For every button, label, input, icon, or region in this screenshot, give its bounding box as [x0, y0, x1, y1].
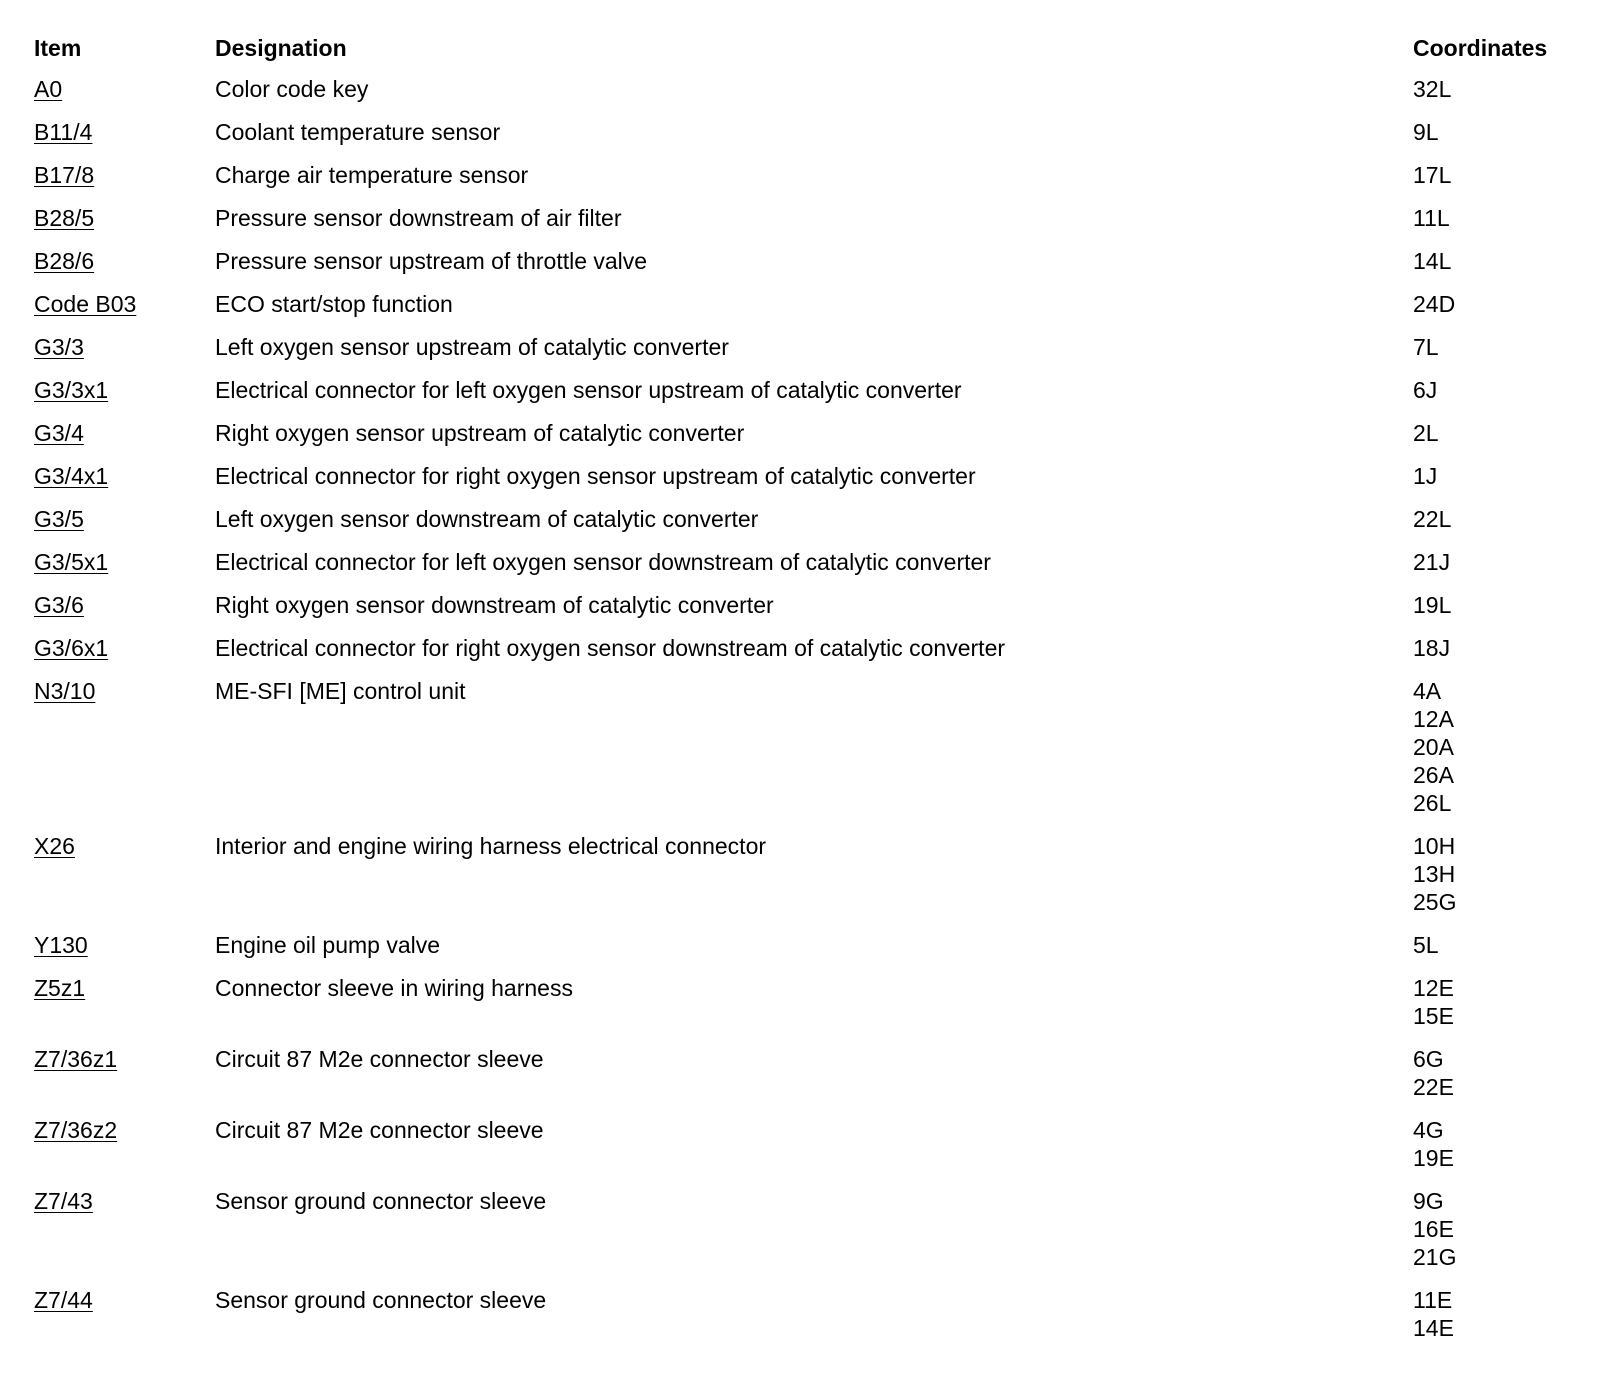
item-link[interactable]: B11/4 — [34, 119, 93, 145]
item-cell — [34, 1186, 215, 1285]
coordinate-value: 9G — [1413, 1188, 1444, 1214]
designation-cell: Charge air temperature sensor — [215, 162, 529, 188]
item-cell — [34, 590, 215, 633]
coordinate-value: 14E — [1413, 1315, 1454, 1341]
coordinate-value: 25G — [1413, 889, 1457, 915]
designation-cell: Left oxygen sensor upstream of catalytic converter — [215, 334, 729, 360]
coordinates-cell — [1413, 289, 1573, 332]
coordinate-value: 5L — [1413, 932, 1439, 958]
table-row — [34, 1186, 1573, 1285]
table-body — [34, 74, 1573, 1356]
item-link[interactable]: Z7/44 — [34, 1287, 93, 1313]
table-row — [34, 117, 1573, 160]
designation-cell: Sensor ground connector sleeve — [215, 1188, 547, 1214]
table-header-row — [34, 32, 1573, 74]
coordinate-value: 1J — [1413, 463, 1438, 489]
item-cell — [34, 117, 215, 160]
item-cell — [34, 418, 215, 461]
designation-column-header: Designation — [215, 35, 347, 61]
coordinate-value: 18J — [1413, 635, 1451, 661]
item-link[interactable]: Z5z1 — [34, 975, 86, 1001]
item-link[interactable]: A0 — [34, 76, 63, 102]
designation-cell: Engine oil pump valve — [215, 932, 441, 958]
item-cell — [34, 504, 215, 547]
designation-cell: Connector sleeve in wiring harness — [215, 975, 573, 1001]
coordinates-cell — [1413, 590, 1573, 633]
item-column-header: Item — [34, 35, 82, 61]
coordinates-cell — [1413, 1115, 1573, 1186]
item-cell — [34, 1115, 215, 1186]
coordinates-cell — [1413, 1186, 1573, 1285]
item-link[interactable]: G3/3 — [34, 334, 84, 360]
item-link[interactable]: G3/4 — [34, 420, 84, 446]
item-cell — [34, 930, 215, 973]
coordinate-value: 22E — [1413, 1074, 1454, 1100]
designation-cell: Color code key — [215, 76, 369, 102]
designation-cell: Pressure sensor downstream of air filter — [215, 205, 622, 231]
coordinate-value: 26A — [1413, 762, 1454, 788]
designation-cell: Circuit 87 M2e connector sleeve — [215, 1046, 544, 1072]
coordinates-cell — [1413, 418, 1573, 461]
coordinate-value: 24D — [1413, 291, 1456, 317]
coordinate-value: 19E — [1413, 1145, 1454, 1171]
table-row — [34, 74, 1573, 117]
designation-cell: Electrical connector for right oxygen sensor downstream of catalytic converter — [215, 635, 1006, 661]
designation-cell: Interior and engine wiring harness electrical connector — [215, 833, 767, 859]
item-cell — [34, 973, 215, 1044]
coordinate-value: 13H — [1413, 861, 1456, 887]
coordinate-value: 11E — [1413, 1287, 1453, 1313]
item-cell — [34, 676, 215, 831]
item-cell — [34, 375, 215, 418]
coordinates-cell — [1413, 332, 1573, 375]
component-legend-table — [34, 32, 1573, 1356]
coordinate-value: 6J — [1413, 377, 1438, 403]
item-link[interactable]: N3/10 — [34, 678, 96, 704]
coordinate-value: 21G — [1413, 1244, 1457, 1270]
designation-cell: ECO start/stop function — [215, 291, 453, 317]
coordinate-value: 7L — [1413, 334, 1439, 360]
item-cell — [34, 1044, 215, 1115]
coordinate-value: 26L — [1413, 790, 1452, 816]
item-cell — [34, 203, 215, 246]
coordinate-value: 22L — [1413, 506, 1452, 532]
item-cell — [34, 289, 215, 332]
coordinates-cell — [1413, 160, 1573, 203]
designation-cell: Electrical connector for left oxygen sensor downstream of catalytic converter — [215, 549, 991, 575]
coordinates-cell — [1413, 117, 1573, 160]
item-link[interactable]: G3/5x1 — [34, 549, 109, 575]
item-link[interactable]: G3/6x1 — [34, 635, 109, 661]
coordinate-value: 11L — [1413, 205, 1450, 231]
designation-cell: Right oxygen sensor downstream of catalytic converter — [215, 592, 774, 618]
table-row — [34, 332, 1573, 375]
item-link[interactable]: B17/8 — [34, 162, 95, 188]
coordinate-value: 2L — [1413, 420, 1439, 446]
table-row — [34, 1115, 1573, 1186]
table-row — [34, 930, 1573, 973]
item-cell — [34, 160, 215, 203]
table-row — [34, 831, 1573, 930]
coordinate-value: 9L — [1413, 119, 1439, 145]
coordinate-value: 10H — [1413, 833, 1456, 859]
item-cell — [34, 332, 215, 375]
designation-cell: Sensor ground connector sleeve — [215, 1287, 547, 1313]
item-link[interactable]: B28/6 — [34, 248, 95, 274]
item-link[interactable]: G3/4x1 — [34, 463, 109, 489]
coordinates-cell — [1413, 246, 1573, 289]
coordinates-cell — [1413, 74, 1573, 117]
coordinates-cell — [1413, 1044, 1573, 1115]
table-row — [34, 633, 1573, 676]
item-cell — [34, 633, 215, 676]
coordinate-value: 6G — [1413, 1046, 1444, 1072]
table-row — [34, 246, 1573, 289]
item-link[interactable]: Y130 — [34, 932, 88, 958]
designation-cell: Left oxygen sensor downstream of catalytic converter — [215, 506, 759, 532]
coordinate-value: 19L — [1413, 592, 1452, 618]
table-row — [34, 676, 1573, 831]
coordinates-cell — [1413, 461, 1573, 504]
table-row — [34, 160, 1573, 203]
coordinate-value: 21J — [1413, 549, 1451, 575]
coordinates-column-header: Coordinates — [1413, 35, 1548, 61]
coordinates-cell — [1413, 831, 1573, 930]
coordinate-value: 12A — [1413, 706, 1454, 732]
coordinate-value: 4A — [1413, 678, 1442, 704]
item-link[interactable]: B28/5 — [34, 205, 95, 231]
designation-cell: Electrical connector for left oxygen sensor upstream of catalytic converter — [215, 377, 962, 403]
item-link[interactable]: Code B03 — [34, 291, 137, 317]
item-link[interactable]: X26 — [34, 833, 75, 859]
coordinate-value: 4G — [1413, 1117, 1444, 1143]
coordinate-value: 12E — [1413, 975, 1454, 1001]
item-link[interactable]: Z7/36z1 — [34, 1046, 118, 1072]
designation-cell: Pressure sensor upstream of throttle valve — [215, 248, 648, 274]
coordinates-cell — [1413, 676, 1573, 831]
designation-cell: Electrical connector for right oxygen sensor upstream of catalytic converter — [215, 463, 976, 489]
table-row — [34, 375, 1573, 418]
coordinate-value: 16E — [1413, 1216, 1454, 1242]
coordinates-cell — [1413, 504, 1573, 547]
coordinate-value: 15E — [1413, 1003, 1454, 1029]
table-row — [34, 1285, 1573, 1356]
item-link[interactable]: G3/6 — [34, 592, 84, 618]
coordinates-cell — [1413, 973, 1573, 1044]
item-cell — [34, 246, 215, 289]
designation-cell: Coolant temperature sensor — [215, 119, 501, 145]
coordinates-cell — [1413, 633, 1573, 676]
table-row — [34, 504, 1573, 547]
designation-cell: ME-SFI [ME] control unit — [215, 678, 466, 704]
coordinates-cell — [1413, 375, 1573, 418]
item-link[interactable]: Z7/43 — [34, 1188, 93, 1214]
coordinates-cell — [1413, 930, 1573, 973]
item-link[interactable]: G3/3x1 — [34, 377, 109, 403]
designation-cell: Circuit 87 M2e connector sleeve — [215, 1117, 544, 1143]
designation-cell: Right oxygen sensor upstream of catalytic converter — [215, 420, 745, 446]
coordinates-cell — [1413, 203, 1573, 246]
table-row — [34, 289, 1573, 332]
item-link[interactable]: Z7/36z2 — [34, 1117, 118, 1143]
table-row — [34, 973, 1573, 1044]
table-row — [34, 203, 1573, 246]
item-cell — [34, 461, 215, 504]
coordinates-cell — [1413, 547, 1573, 590]
table-row — [34, 461, 1573, 504]
coordinate-value: 14L — [1413, 248, 1452, 274]
coordinate-value: 17L — [1413, 162, 1452, 188]
table-row — [34, 1044, 1573, 1115]
table-row — [34, 590, 1573, 633]
item-cell — [34, 547, 215, 590]
coordinates-cell — [1413, 1285, 1573, 1356]
item-cell — [34, 1285, 215, 1356]
table-row — [34, 418, 1573, 461]
item-cell — [34, 74, 215, 117]
item-link[interactable]: G3/5 — [34, 506, 84, 532]
coordinate-value: 20A — [1413, 734, 1454, 760]
coordinate-value: 32L — [1413, 76, 1452, 102]
table-row — [34, 547, 1573, 590]
item-cell — [34, 831, 215, 930]
